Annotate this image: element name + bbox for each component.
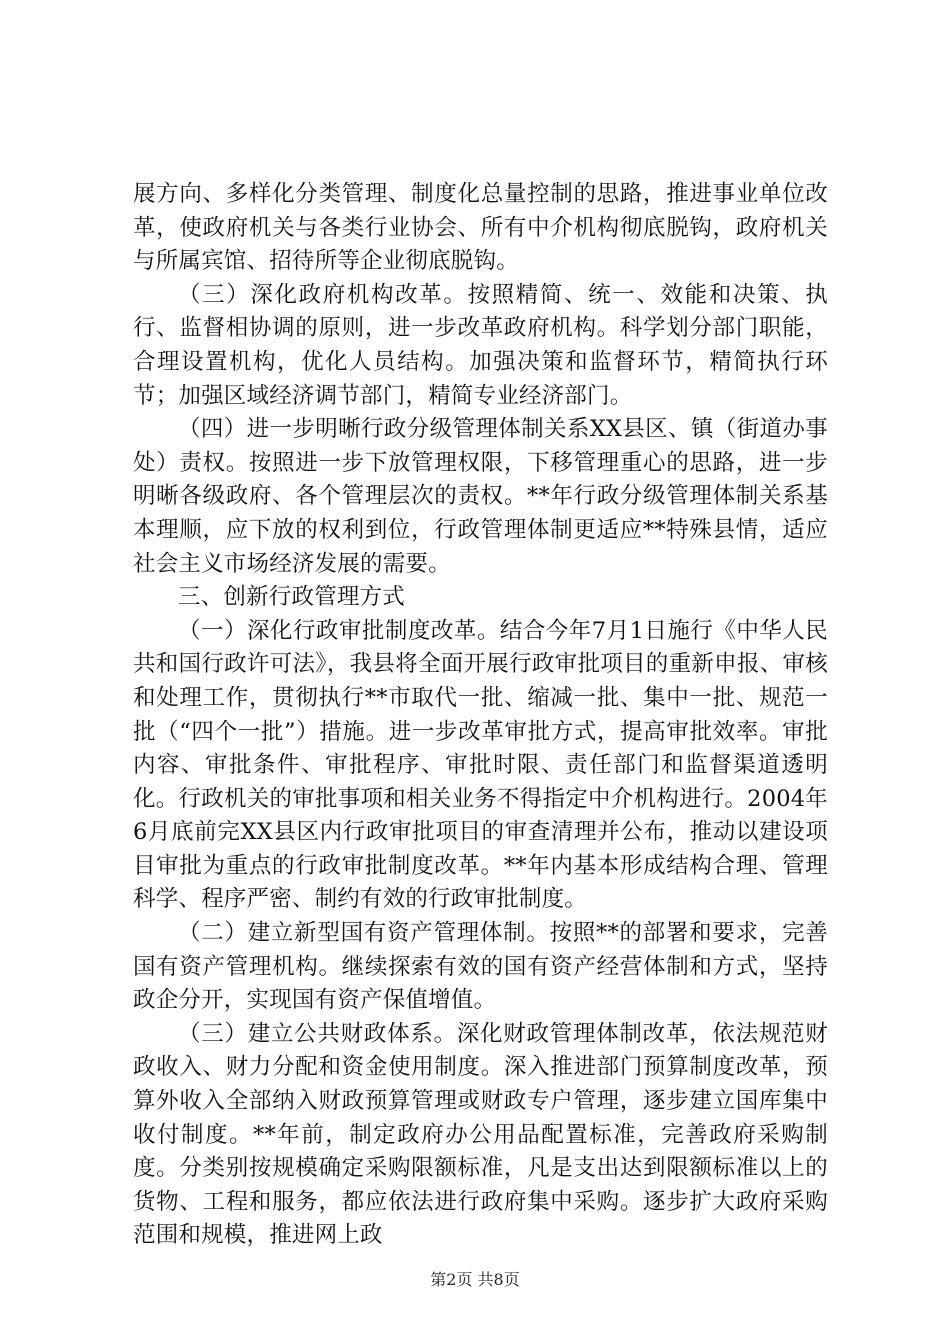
paragraph-state-assets: （二）建立新型国有资产管理体制。按照**的部署和要求，完善国有资产管理机构。继续探索有效的国有资产经营体制和方式，坚持政企分开，实现国有资产保值增值。 [133,920,828,1014]
page-footer [0,1270,950,1290]
paragraph-approval-reform: （一）深化行政审批制度改革。结合今年7月1日施行《中华人民共和国行政许可法》，我县将全面开展行政审批项目的重新申报、审核和处理工作，贯彻执行**市取代一批、缩减一批、集中一批、规范一批（“四个一批”）措施。进一步改革审批方式，提高审批效率。审批内容、审批条件、审批程序、审批时限、责任部门和监督渠道透明化。行政机关的审批事项和相关业务不得指定中介机构进行。2004年6月底前完XX县区内行政审批项目的审查清理并公布，推动以建设项目审批为重点的行政审批制度改革。**年内基本形成结构合理、管理科学、程序严密、制约有效的行政审批制度。 [133,617,828,913]
paragraph-hierarchical-management: （四）进一步明晰行政分级管理体制关系XX县区、镇（街道办事处）责权。按照进一步下放管理权限，下移管理重心的思路，进一步明晰各级政府、各个管理层次的责权。**年行政分级管理体制关系基本理顺，应下放的权利到位，行政管理体制更适应**特殊县情，适应社会主义市场经济发展的需要。 [133,416,828,577]
paragraph-continuation: 展方向、多样化分类管理、制度化总量控制的思路，推进事业单位改革，使政府机关与各类行业协会、所有中介机构彻底脱钩，政府机关与所属宾馆、招待所等企业彻底脱钩。 [133,181,828,275]
page-number-label: 第2页 共8页 [430,1270,520,1289]
section-heading: 三、创新行政管理方式 [178,584,406,611]
document-body [133,178,828,1253]
paragraph-institution-reform: （三）深化政府机构改革。按照精简、统一、效能和决策、执行、监督相协调的原则，进一步改革政府机构。科学划分部门职能，合理设置机构，优化人员结构。加强决策和监督环节，精简执行环节；加强区域经济调节部门，精简专业经济部门。 [133,281,828,409]
paragraph-public-finance: （三）建立公共财政体系。深化财政管理体制改革，依法规范财政收入、财力分配和资金使用制度。深入推进部门预算制度改革，预算外收入全部纳入财政预算管理或财政专户管理，逐步建立国库集中收付制度。**年前，制定政府办公用品配置标准，完善政府采购制度。分类别按规模确定采购限额标准，凡是支出达到限额标准以上的货物、工程和服务，都应依法进行政府集中采购。逐步扩大政府采购范围和规模，推进网上政 [133,1020,828,1249]
